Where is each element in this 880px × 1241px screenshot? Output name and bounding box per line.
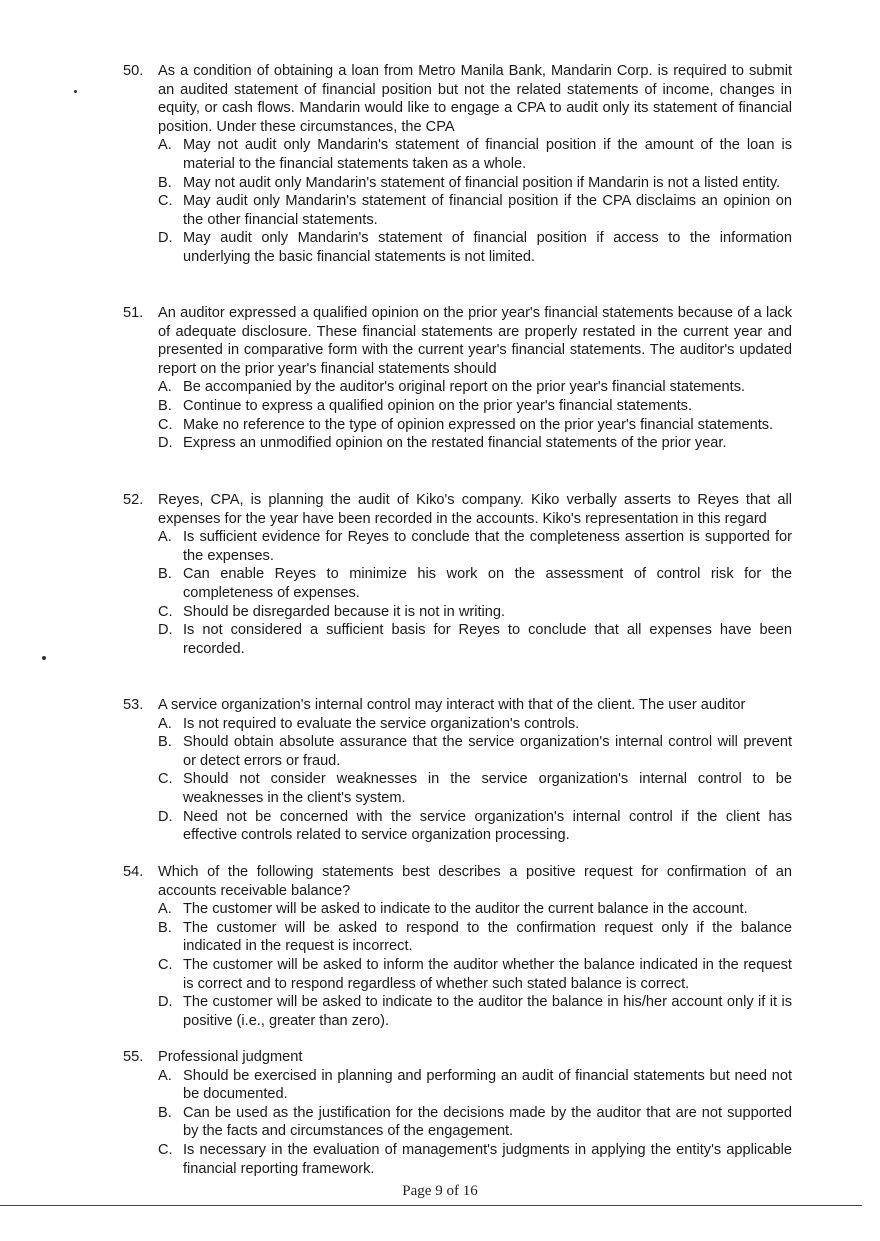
option-letter: B. [158,397,172,414]
option-c [158,770,792,807]
option-text: Should obtain absolute assurance that the service organization's internal control will prevent or detect errors or fraud. [183,734,792,769]
option-a [158,528,792,565]
question-number: 53. [123,697,144,713]
option-letter: B. [158,734,172,751]
option-letter: C. [158,603,173,620]
option-letter: C. [158,416,173,433]
question-number: 55. [123,1049,144,1065]
option-text: May audit only Mandarin's statement of financial position if access to the information underlying the basic financial statements is not limited. [183,230,792,265]
option-letter: B. [158,919,172,936]
option-c [158,1141,792,1178]
option-text: Should not consider weaknesses in the service organization's internal control to be weaknesses in the client's system. [183,771,792,806]
page-footer: Page 9 of 16 [402,1183,478,1199]
question-53 [120,696,792,845]
option-text: May audit only Mandarin's statement of financial position if the CPA disclaims an opinion on the other financial statements. [183,193,792,228]
option-b [158,397,792,416]
option-letter: C. [158,1141,173,1158]
option-a [158,378,792,397]
option-letter: C. [158,193,173,210]
option-text: Is not required to evaluate the service organization's controls. [183,715,580,732]
question-54 [120,863,792,1030]
option-text: Need not be concerned with the service organization's internal control if the client has effective controls related to service organization processing. [183,808,792,844]
option-text: Express an unmodified opinion on the restated financial statements of the prior year. [183,435,727,452]
question-51 [120,304,792,453]
option-c [158,956,792,993]
option-text: Should be exercised in planning and performing an audit of financial statements but need not be documented. [183,1067,792,1103]
option-text: Make no reference to the type of opinion expressed on the prior year's financial statements. [183,416,774,433]
option-d [158,434,792,453]
option-letter: A. [158,137,172,154]
option-text: Can be used as the justification for the decisions made by the auditor that are not supported by the facts and circumstances of the engagement. [183,1104,792,1140]
question-stem: An auditor expressed a qualified opinion on the prior year's financial statements because of a lack of adequate disclosure. These financial statements are properly restated in the current year and presented in comparative form with the current year's financial statements. The auditor's updated report on the prior year's financial statements should [158,305,792,377]
question-number: 50. [123,63,144,79]
option-letter: D. [158,435,173,452]
option-d [158,808,792,845]
option-text: Is not considered a sufficient basis for Reyes to conclude that all expenses have been recorded. [183,622,792,657]
scan-speck [74,90,77,93]
option-letter: A. [158,379,172,396]
option-b [158,733,792,770]
option-text: The customer will be asked to indicate to the auditor the current balance in the account. [183,901,748,918]
question-stem: A service organization's internal control may interact with that of the client. The user auditor [158,697,746,713]
option-letter: B. [158,174,172,191]
option-b [158,565,792,602]
question-number: 54. [123,864,144,880]
option-d [158,229,792,266]
option-c [158,416,792,435]
option-letter: B. [158,1104,172,1121]
option-letter: D. [158,808,173,825]
option-a [158,715,792,734]
option-a [158,900,792,919]
question-50 [120,62,792,267]
option-c [158,603,792,622]
question-number: 52. [123,492,144,508]
option-letter: C. [158,956,173,973]
option-letter: D. [158,230,173,247]
option-text: Be accompanied by the auditor's original report on the prior year's financial statements. [183,379,746,396]
question-stem: Professional judgment [158,1049,303,1065]
question-stem: Which of the following statements best describes a positive request for confirmation of an accounts receivable balance? [158,864,792,899]
option-text: Is sufficient evidence for Reyes to conclude that the completeness assertion is supported for the expenses. [183,529,792,564]
option-text: May not audit only Mandarin's statement of financial position if Mandarin is not a listed entity. [183,174,781,191]
option-letter: A. [158,715,172,732]
option-text: May not audit only Mandarin's statement of financial position if the amount of the loan is material to the financial statements taken as a whole. [183,137,792,172]
option-text: Should be disregarded because it is not in writing. [183,603,506,620]
scan-speck [42,656,46,660]
question-stem: As a condition of obtaining a loan from Metro Manila Bank, Mandarin Corp. is required to submit an audited statement of financial position but not the related statements of income, changes in equity, or cash flows. Mandarin would like to engage a CPA to audit only its statement of financial position. Under these circumstances, the CPA [158,63,792,135]
option-c [158,192,792,229]
option-a [158,1067,792,1104]
option-text: The customer will be asked to inform the auditor whether the balance indicated in the request is correct and to respond regardless of whether such stated balance is correct. [183,956,792,992]
option-text: The customer will be asked to respond to the confirmation request only if the balance indicated in the request is incorrect. [183,919,792,955]
option-letter: A. [158,1067,172,1084]
question-number: 51. [123,305,144,321]
option-b [158,919,792,956]
option-letter: A. [158,529,172,546]
question-52 [120,491,792,658]
option-letter: A. [158,901,172,918]
question-55 [120,1048,792,1178]
option-letter: D. [158,622,173,639]
option-text: Can enable Reyes to minimize his work on the assessment of control risk for the completeness of expenses. [183,566,792,601]
option-letter: B. [158,566,172,583]
option-d [158,621,792,658]
option-a [158,136,792,173]
option-text: Is necessary in the evaluation of management's judgments in applying the entity's applicable financial reporting framework. [183,1141,792,1177]
option-text: Continue to express a qualified opinion on the prior year's financial statements. [183,397,692,414]
option-d [158,993,792,1030]
option-letter: C. [158,771,173,788]
footer-rule [0,1205,862,1206]
option-b [158,174,792,193]
question-stem: Reyes, CPA, is planning the audit of Kiko's company. Kiko verbally asserts to Reyes that all expenses for the year have been recorded in the accounts. Kiko's representation in this regard [158,492,792,527]
option-letter: D. [158,994,173,1011]
option-b [158,1104,792,1141]
option-text: The customer will be asked to indicate to the auditor the balance in his/her account only if it is positive (i.e., greater than zero). [183,994,792,1029]
